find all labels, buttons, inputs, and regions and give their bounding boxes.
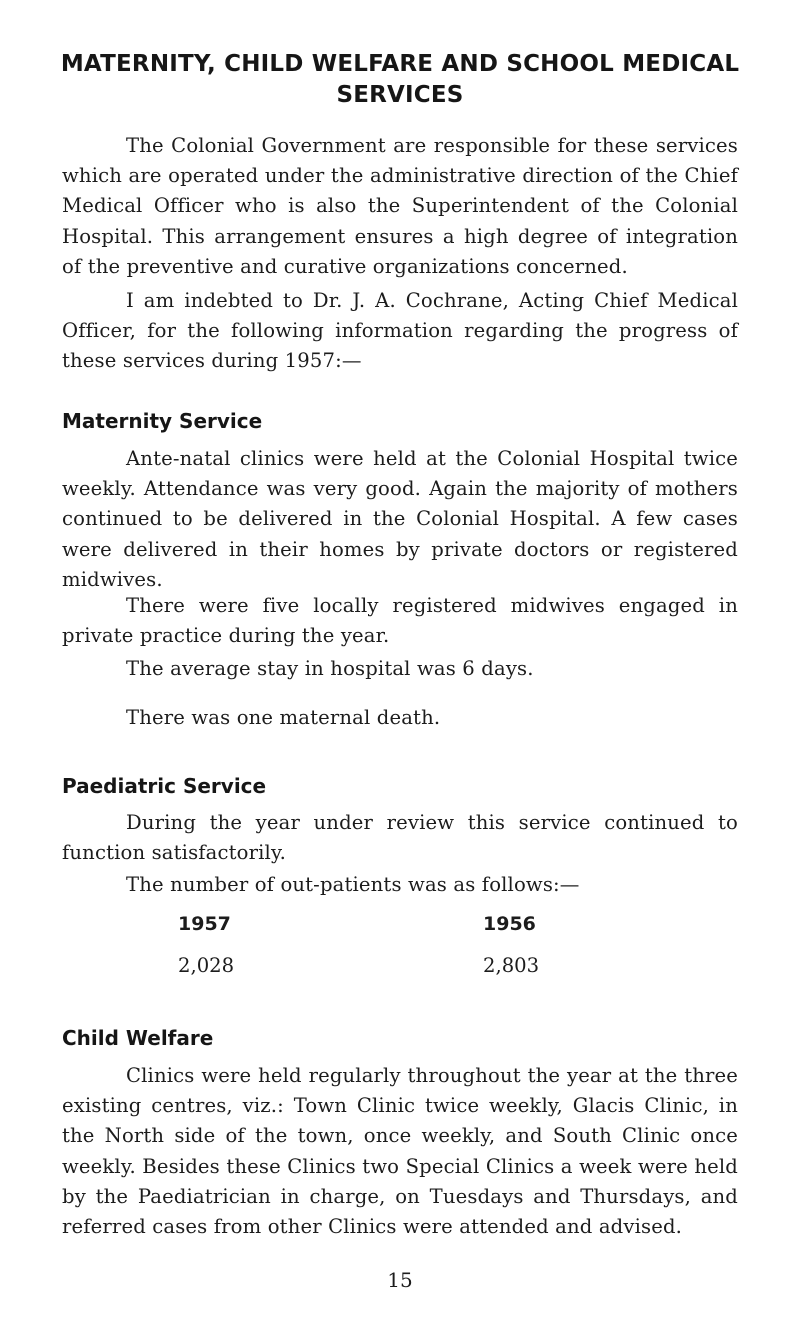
maternity-paragraph-4: There was one maternal death. — [126, 706, 441, 729]
outpatients-value-1957: 2,028 — [178, 954, 235, 977]
maternity-paragraph-1: Ante-natal clinics were held at the Colonial Hospital twice weekly. Attendance was very good. Again the majority of mothers continued to be delivered in the Colonial Hospital. A few cases were delivered in their homes by private doctors or registered midwives. — [62, 447, 738, 591]
paediatric-paragraph-1: During the year under review this service continued to function satisfactorily. — [62, 811, 738, 865]
outpatients-year-1957: 1957 — [178, 913, 231, 935]
document-title-line-1: MATERNITY, CHILD WELFARE AND SCHOOL MEDICAL — [60, 51, 740, 77]
child-welfare-paragraph-1: Clinics were held regularly throughout the year at the three existing centres, viz.: Town Clinic twice weekly, Glacis Clinic, in the North side of the town, once weekly, and South Clinic once weekly. Besides these Clinics two Special Clinics a week were held by the Paediatrician in charge, on Tuesdays and Thursdays, and referred cases from other Clinics were attended and advised. — [62, 1064, 738, 1239]
maternity-service-heading: Maternity Service — [62, 409, 263, 433]
child-welfare-heading: Child Welfare — [62, 1026, 214, 1050]
document-title-line-2: SERVICES — [336, 82, 464, 108]
maternity-paragraph-3: The average stay in hospital was 6 days. — [126, 657, 534, 680]
paediatric-paragraph-2: The number of out-patients was as follows:— — [126, 873, 580, 896]
page-number: 15 — [387, 1268, 413, 1292]
intro-paragraph-1: The Colonial Government are responsible for these services which are operated under the administrative direction of the Chief Medical Officer who is also the Superintendent of the Colonial Hospital. This arrangement ensures a high degree of integration of the preventive and curative organizations concerned. — [62, 134, 738, 278]
outpatients-year-1956: 1956 — [483, 913, 536, 935]
intro-paragraph-2: I am indebted to Dr. J. A. Cochrane, Acting Chief Medical Officer, for the following information regarding the progress of these services during 1957:— — [62, 289, 738, 373]
outpatients-value-1956: 2,803 — [483, 954, 540, 977]
paediatric-service-heading: Paediatric Service — [62, 774, 267, 798]
maternity-paragraph-2: There were five locally registered midwives engaged in private practice during the year. — [62, 594, 738, 648]
